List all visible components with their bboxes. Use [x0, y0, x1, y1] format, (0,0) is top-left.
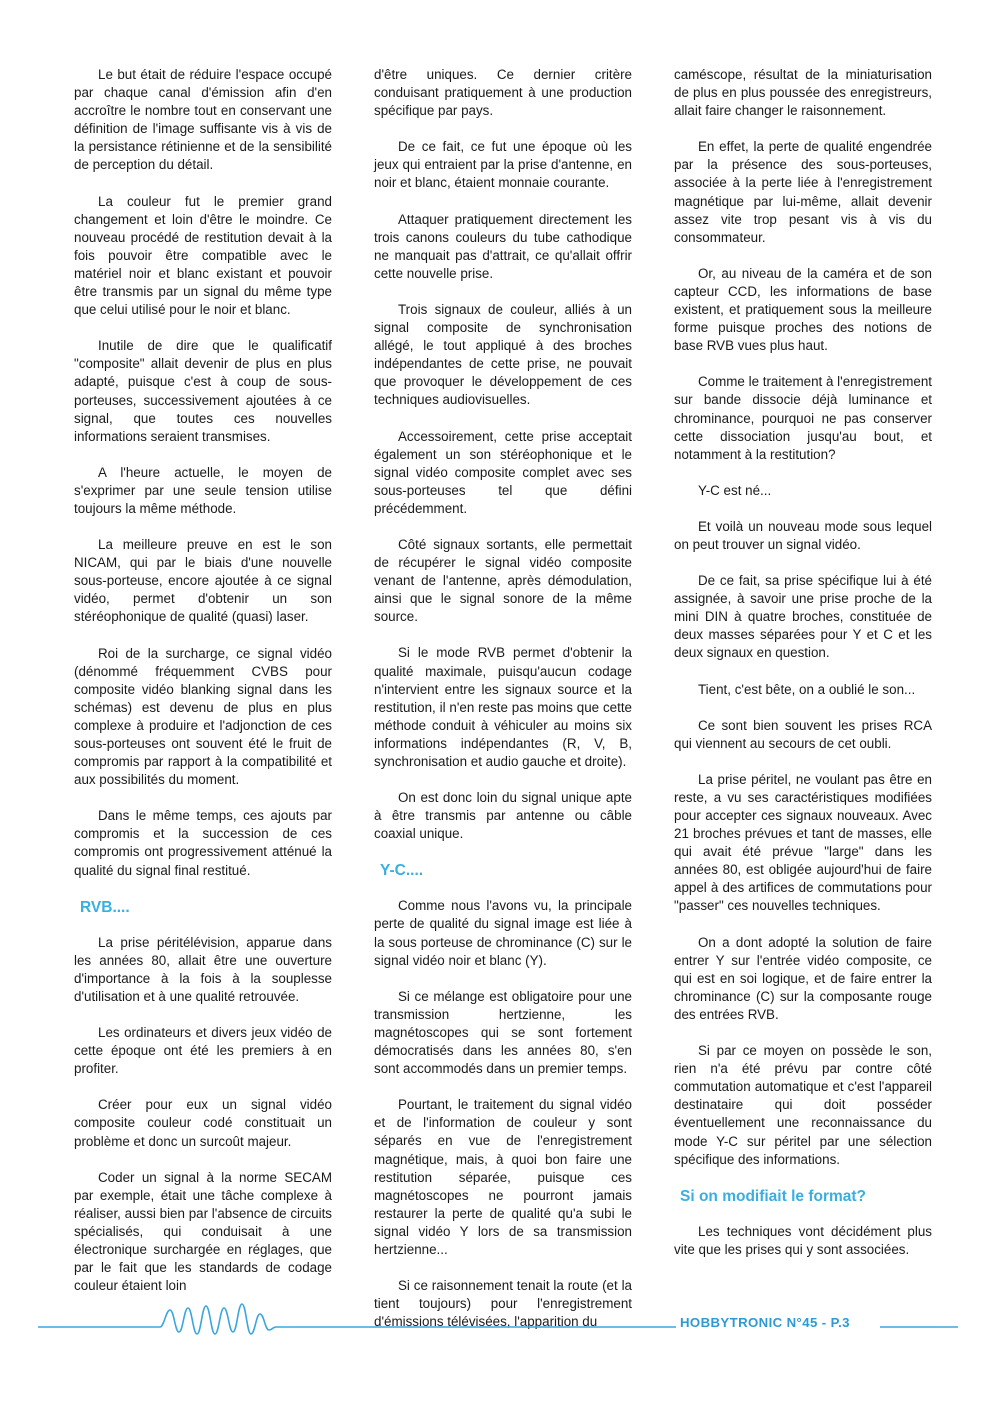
paragraph: La prise péritélévision, apparue dans les années 80, allait être une ouverture d'importance à la fois à la souplesse d'utilisation et à une qualité retrouvée. — [74, 934, 332, 1004]
article-column-3 — [674, 66, 932, 1277]
page-footer — [0, 1296, 992, 1346]
paragraph: Attaquer pratiquement directement les trois canons couleurs du tube cathodique ne manquait pas d'attrait, ce qu'allait offrir cette nouvelle prise. — [374, 211, 632, 281]
paragraph: Y-C est né... — [698, 482, 772, 498]
paragraph: La meilleure preuve en est le son NICAM, qui par le biais d'une nouvelle sous-porteuse, encore ajoutée à ce signal vidéo, permet d'obtenir un son stéréophonique de qualité (quasi) laser. — [74, 537, 332, 625]
paragraph: Pourtant, le traitement du signal vidéo et de l'information de couleur y sont séparés en vue de l'enregistrement magnétique, mais, à quoi bon faire une restitution séparée, puisque ces magnétoscopes ne pourront jamais restaurer la perte de qualité qu'a subi le signal vidéo Y lors de sa transmission hertzienne... — [374, 1097, 632, 1257]
section-heading: Y-C.... — [380, 862, 424, 880]
paragraph: d'être uniques. Ce dernier critère conduisant pratiquement à une production spécifique par pays. — [374, 67, 632, 119]
paragraph: Coder un signal à la norme SECAM par exemple, était une tâche complexe à réaliser, aussi bien par l'absence de circuits spécialisés, qui conduisait à une électronique surchargée en réglages, que par le fait que les standards de codage couleur étaient loin — [74, 1169, 332, 1294]
paragraph: Tient, c'est bête, on a oublié le son... — [698, 681, 916, 697]
paragraph: De ce fait, ce fut une époque où les jeux qui entraient par la prise d'antenne, en noir et blanc, étaient monnaie courante. — [374, 139, 632, 191]
paragraph: Si par ce moyen on possède le son, rien n'a été prévu par contre côté commutation automatique et c'est l'appareil destinataire qui doit posséder éventuellement une reconnaissance du mode Y-C sur péritel par une sélection spécifique des informations. — [674, 1043, 932, 1167]
paragraph: Ce sont bien souvent les prises RCA qui viennent au secours de cet oubli. — [674, 717, 932, 751]
paragraph: En effet, la perte de qualité engendrée par la présence des sous-porteuses, associée à la perte liée à l'enregistrement magnétique par lui-même, allait devenir assez vite trop pesant vis à vis du consommateur. — [674, 139, 932, 245]
paragraph: caméscope, résultat de la miniaturisation de plus en plus poussée des enregistreurs, allait faire changer le raisonnement. — [674, 67, 932, 119]
paragraph: Or, au niveau de la caméra et de son capteur CCD, les informations de base existent, et pratiquement sous la meilleure forme puisque proches des notions de base RVB vues plus haut. — [674, 265, 932, 354]
article-column-1 — [74, 66, 332, 1313]
paragraph: Côté signaux sortants, elle permettait de récupérer le signal vidéo composite venant de l'antenne, après démodulation, ainsi que le signal sonore de la même source. — [374, 536, 632, 625]
paragraph: Et voilà un nouveau mode sous lequel on peut trouver un signal vidéo. — [674, 518, 932, 552]
paragraph: Les techniques vont décidément plus vite que les prises qui y sont associées. — [674, 1223, 932, 1257]
paragraph: Accessoirement, cette prise acceptait également un son stéréophonique et le signal vidéo composite complet avec ses sous-porteuses tel que défini précédemment. — [374, 428, 632, 516]
paragraph: Roi de la surcharge, ce signal vidéo (dénommé fréquemment CVBS pour composite vidéo blanking signal dans les schémas) est devenu de plus en plus complexe à produire et l'adjonction de ces sous-porteuses ont souvent été le fruit de compromis par rapport à la compatibilité et aux possibilités du moment. — [74, 645, 332, 788]
paragraph: Si ce mélange est obligatoire pour une transmission hertzienne, les magnétoscopes qui se sont fortement démocratisés dans les années 80, s'en sont accommodés dans un premier temps. — [374, 988, 632, 1077]
paragraph: Si ce raisonnement tenait la route (et la tient toujours) pour l'enregistrement d'émissions télévisées, l'apparition du — [374, 1278, 632, 1330]
paragraph: A l'heure actuelle, le moyen de s'exprimer par une seule tension utilise toujours la même méthode. — [74, 464, 332, 516]
paragraph: Si le mode RVB permet d'obtenir la qualité maximale, puisqu'aucun codage n'intervient entre les signaux source et la restitution, il n'en reste pas moins que cette méthode conduit à véhiculer au moins six informations indépendantes (R, V, B, synchronisation et audio gauche et droite). — [374, 645, 632, 769]
paragraph: Trois signaux de couleur, alliés à un signal composite de synchronisation allégé, le tout appliqué à des broches indépendantes de cette prise, ne pouvait que provoquer le développement de ces techniques audiovisuelles. — [374, 301, 632, 408]
paragraph: Comme le traitement à l'enregistrement sur bande dissocie déjà luminance et chrominance, pourquoi ne pas conserver cette dissociation jusqu'au bout, et notamment à la restitution? — [674, 374, 933, 462]
paragraph: Inutile de dire que le qualificatif "composite" allait devenir de plus en plus adapté, puisque c'est à coup de sous-porteuses, successivement ajoutées à ce signal, que toutes ces nouvelles informations seraient transmises. — [74, 338, 332, 444]
paragraph: Le but était de réduire l'espace occupé par chaque canal d'émission afin d'en accroître le nombre tout en conservant une définition de l'image suffisante vis à vis de la persistance rétinienne et de la sensibilité de perception du détail. — [74, 67, 332, 173]
paragraph: La prise péritel, ne voulant pas être en reste, a vu ses caractéristiques modifiées pour accepter ces signaux nouveaux. Avec 21 broches prévues et tant de masses, elle qui avait été prévue "large" dans les années 80, est obligée aujourd'hui de faire appel à des artifices de commutations pour "passer" ces nouvelles techniques. — [674, 771, 932, 914]
paragraph: De ce fait, sa prise spécifique lui à été assignée, à savoir une prise proche de la mini DIN à quatre broches, constituée de deux masses séparées pour Y et C et les deux signaux en question. — [674, 573, 932, 661]
paragraph: On a dont adopté la solution de faire entrer Y sur l'entrée vidéo composite, ce qui est en soi logique, et de faire entrer la chrominance (C) sur la composante rouge des entrées RVB. — [674, 934, 932, 1022]
section-heading: Si on modifiait le format? — [680, 1187, 867, 1205]
magazine-page-label: HOBBYTRONIC N°45 - P.3 — [680, 1315, 850, 1330]
paragraph: Créer pour eux un signal vidéo composite couleur codé constituait un problème et donc un surcoût majeur. — [74, 1097, 332, 1149]
paragraph: Dans le même temps, ces ajouts par compromis et la succession de ces compromis ont progressivement atténué la qualité du signal final restitué. — [74, 808, 332, 878]
paragraph: La couleur fut le premier grand changement et loin d'être le moindre. Ce nouveau procédé de restitution devait à la fois pouvoir être compatible avec le matériel noir et blanc existant et pouvoir être transmis par un signal du même type que celui utilisé pour le noir et blanc. — [74, 193, 332, 318]
article-column-2 — [374, 66, 632, 1349]
paragraph: Comme nous l'avons vu, la principale perte de qualité du signal image est liée à la sous porteuse de chrominance (C) sur le signal vidéo noir et blanc (Y). — [374, 898, 632, 968]
paragraph: Les ordinateurs et divers jeux vidéo de cette époque ont été les premiers à en profiter. — [74, 1025, 332, 1077]
paragraph: On est donc loin du signal unique apte à être transmis par antenne ou câble coaxial unique. — [374, 790, 632, 842]
section-heading: RVB.... — [80, 898, 130, 916]
